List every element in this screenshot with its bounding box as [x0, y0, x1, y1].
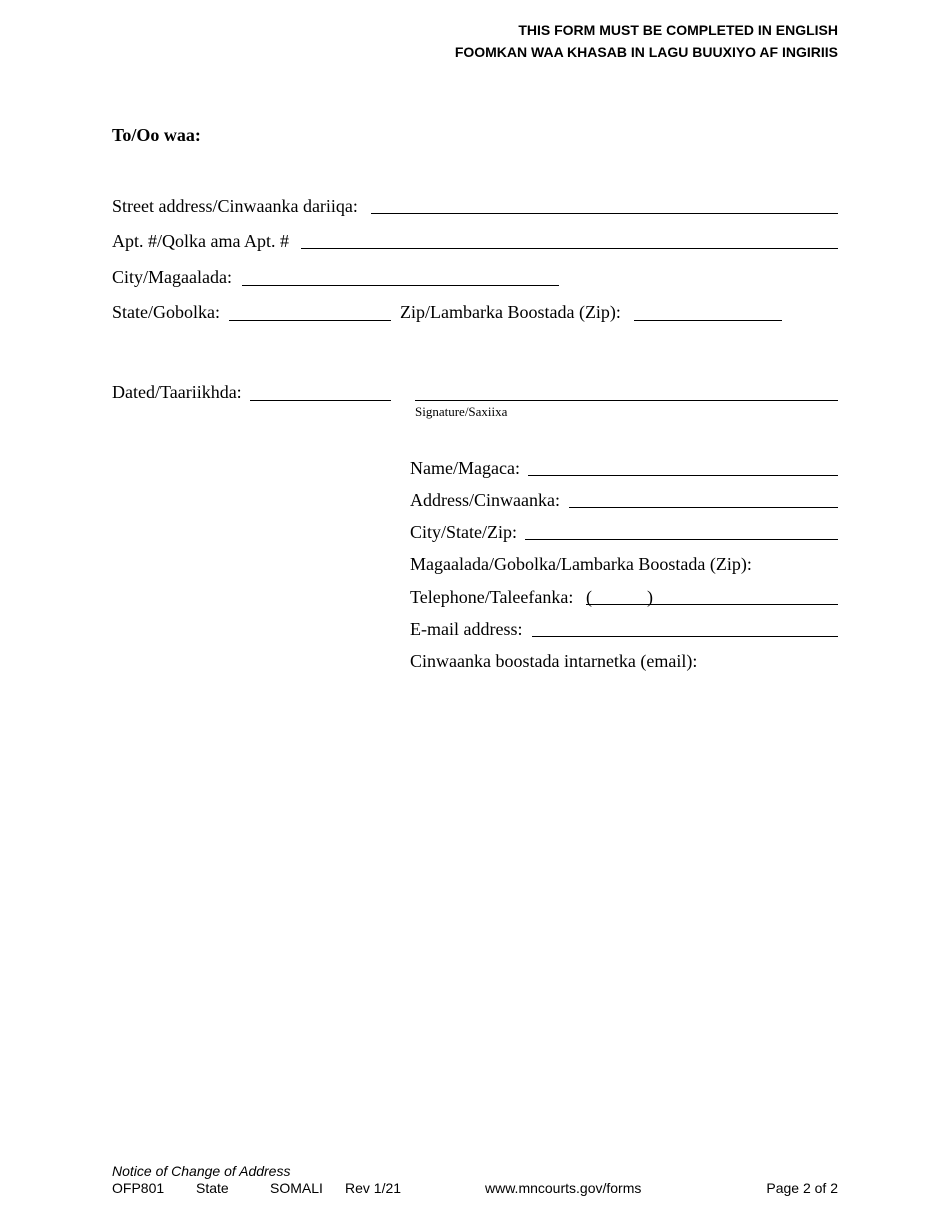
dated-field[interactable]	[250, 400, 391, 401]
city-label: City/Magaalada:	[112, 267, 232, 287]
telephone-field[interactable]	[586, 604, 838, 605]
city-field[interactable]	[242, 285, 559, 286]
address-field[interactable]	[569, 507, 838, 508]
phone-paren-close: )	[647, 587, 653, 607]
signature-label: Signature/Saxiixa	[415, 404, 508, 419]
name-field[interactable]	[528, 475, 838, 476]
city-state-zip-field[interactable]	[525, 539, 838, 540]
address-label: Address/Cinwaanka:	[410, 490, 560, 510]
apt-label: Apt. #/Qolka ama Apt. #	[112, 231, 289, 251]
street-address-label: Street address/Cinwaanka dariiqa:	[112, 196, 358, 216]
email-somali-label: Cinwaanka boostada intarnetka (email):	[410, 651, 698, 671]
street-address-field[interactable]	[371, 213, 838, 214]
email-label: E-mail address:	[410, 619, 523, 639]
zip-field[interactable]	[634, 320, 782, 321]
header-line-somali: FOOMKAN WAA KHASAB IN LAGU BUUXIYO AF INGIRIIS	[454, 44, 838, 60]
apt-field[interactable]	[301, 248, 838, 249]
footer-page-number: Page 2 of 2	[766, 1180, 838, 1196]
email-field[interactable]	[532, 636, 838, 637]
footer-form-code: OFP801	[112, 1180, 165, 1196]
name-label: Name/Magaca:	[410, 458, 520, 478]
footer-jurisdiction: State	[196, 1180, 229, 1196]
telephone-label: Telephone/Taleefanka:	[410, 587, 574, 607]
phone-paren-open: (	[586, 587, 592, 607]
footer-url[interactable]: www.mncourts.gov/forms	[485, 1180, 642, 1196]
zip-label: Zip/Lambarka Boostada (Zip):	[400, 302, 621, 322]
city-state-zip-somali-label: Magaalada/Gobolka/Lambarka Boostada (Zip):	[410, 554, 752, 574]
dated-label: Dated/Taariikhda:	[112, 382, 242, 402]
to-label: To/Oo waa:	[112, 125, 201, 145]
state-label: State/Gobolka:	[112, 302, 220, 322]
signature-field[interactable]	[415, 400, 838, 401]
footer-revision: Rev 1/21	[345, 1180, 402, 1196]
footer-form-title: Notice of Change of Address	[112, 1163, 291, 1179]
header-line-english: THIS FORM MUST BE COMPLETED IN ENGLISH	[518, 22, 838, 38]
footer-language: SOMALI	[270, 1180, 323, 1196]
state-field[interactable]	[229, 320, 391, 321]
city-state-zip-label: City/State/Zip:	[410, 522, 517, 542]
